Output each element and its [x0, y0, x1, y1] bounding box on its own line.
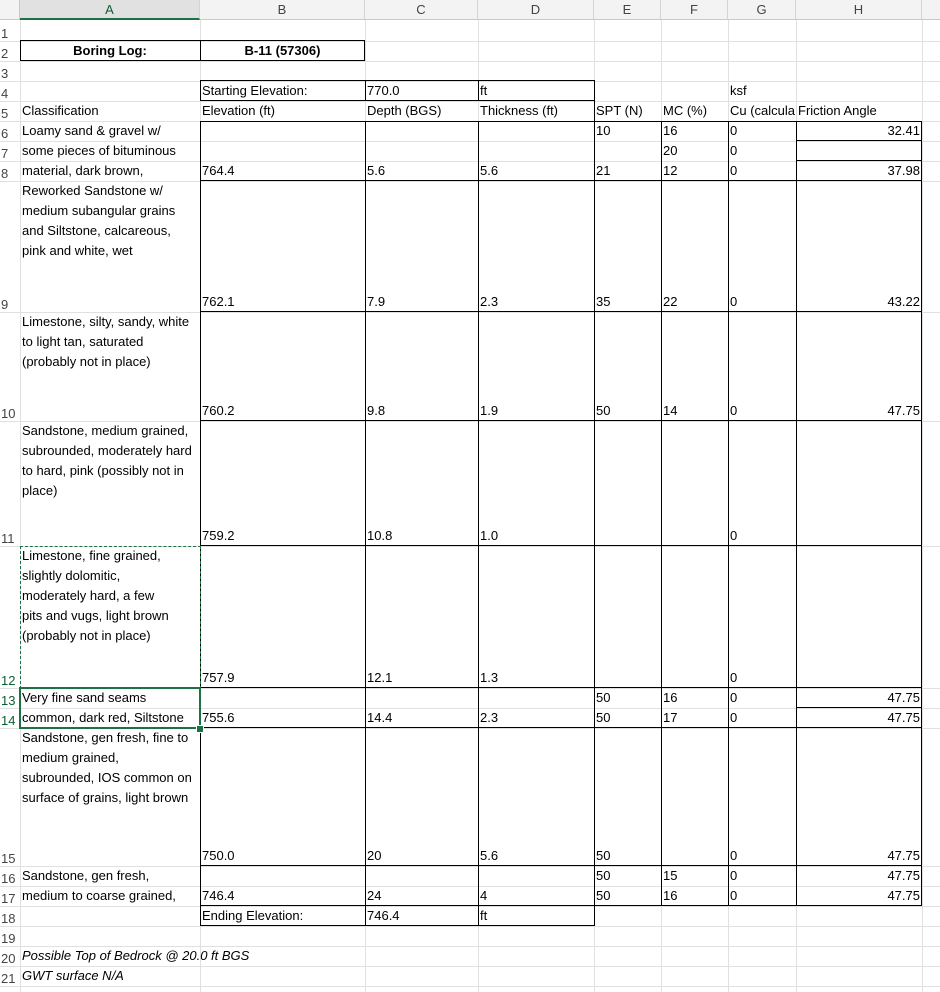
- mc-cell[interactable]: 16: [663, 123, 678, 138]
- cu-cell[interactable]: 0: [730, 848, 738, 863]
- cell-border: [200, 121, 201, 926]
- column-header-d[interactable]: D: [478, 0, 594, 20]
- ending-elevation-label[interactable]: Ending Elevation:: [202, 908, 304, 923]
- depth-cell[interactable]: 9.8: [367, 403, 386, 418]
- column-header-e[interactable]: E: [594, 0, 661, 20]
- column-header-i[interactable]: [922, 0, 940, 20]
- cell-border: [594, 80, 595, 101]
- cell-border: [594, 101, 595, 926]
- cell-border: [728, 121, 729, 906]
- friction-cell[interactable]: 47.75: [887, 868, 920, 883]
- depth-cell[interactable]: 12.1: [367, 670, 393, 685]
- select-all-corner[interactable]: [0, 0, 20, 20]
- row-header[interactable]: 20: [0, 946, 20, 966]
- header-thickness[interactable]: Thickness (ft): [480, 103, 559, 118]
- friction-cell[interactable]: 47.75: [887, 888, 920, 903]
- header-depth[interactable]: Depth (BGS): [367, 103, 442, 118]
- elevation-cell[interactable]: 750.0: [202, 848, 235, 863]
- ending-elevation-unit[interactable]: ft: [480, 908, 488, 923]
- mc-cell[interactable]: 15: [663, 868, 678, 883]
- elevation-cell[interactable]: 759.2: [202, 528, 235, 543]
- row-header[interactable]: 5: [0, 101, 20, 121]
- cu-cell[interactable]: 0: [730, 888, 738, 903]
- thickness-cell[interactable]: 1.0: [480, 528, 499, 543]
- cell-border: [478, 121, 479, 926]
- depth-cell[interactable]: 20: [367, 848, 382, 863]
- row-header[interactable]: 14: [0, 708, 20, 728]
- thickness-cell[interactable]: 4: [480, 888, 488, 903]
- spt-cell[interactable]: 35: [596, 294, 611, 309]
- mc-cell[interactable]: 16: [663, 690, 678, 705]
- elevation-cell[interactable]: 760.2: [202, 403, 235, 418]
- mc-cell[interactable]: 17: [663, 710, 678, 725]
- thickness-cell[interactable]: 5.6: [480, 848, 499, 863]
- row-header[interactable]: 17: [0, 886, 20, 906]
- column-header-b[interactable]: B: [200, 0, 365, 20]
- friction-cell[interactable]: 32.41: [887, 123, 920, 138]
- row-header[interactable]: 8: [0, 161, 20, 181]
- classification-cell[interactable]: Reworked Sandstone w/ medium subangular grains and Siltstone, calcareous, pink and white, wet: [22, 183, 176, 258]
- note-bedrock[interactable]: Possible Top of Bedrock @ 20.0 ft BGS: [22, 948, 250, 963]
- depth-cell[interactable]: 24: [367, 888, 382, 903]
- friction-cell[interactable]: 47.75: [887, 690, 920, 705]
- column-header-f[interactable]: F: [661, 0, 728, 20]
- elevation-cell[interactable]: 755.6: [202, 710, 235, 725]
- gridline: [0, 61, 940, 62]
- spt-cell[interactable]: 50: [596, 403, 611, 418]
- row-header[interactable]: 16: [0, 866, 20, 886]
- thickness-cell[interactable]: 2.3: [480, 710, 499, 725]
- classification-cell[interactable]: Sandstone, gen fresh,: [22, 868, 150, 883]
- cu-cell[interactable]: 0: [730, 163, 738, 178]
- header-classification[interactable]: Classification: [22, 103, 99, 118]
- starting-elevation-unit[interactable]: ft: [480, 83, 488, 98]
- spt-cell[interactable]: 50: [596, 848, 611, 863]
- friction-cell[interactable]: 37.98: [887, 163, 920, 178]
- classification-cell[interactable]: Loamy sand & gravel w/: [22, 123, 161, 138]
- friction-cell[interactable]: 47.75: [887, 710, 920, 725]
- row-header[interactable]: 13: [0, 688, 20, 708]
- gridline: [0, 986, 940, 987]
- row-header[interactable]: 11: [0, 421, 20, 546]
- column-header-h[interactable]: H: [796, 0, 922, 20]
- starting-elevation-label[interactable]: Starting Elevation:: [202, 83, 308, 98]
- spt-cell[interactable]: 50: [596, 888, 611, 903]
- fill-handle[interactable]: [196, 725, 204, 733]
- cu-cell[interactable]: 0: [730, 690, 738, 705]
- thickness-cell[interactable]: 1.9: [480, 403, 499, 418]
- cu-cell[interactable]: 0: [730, 868, 738, 883]
- thickness-cell[interactable]: 5.6: [480, 163, 499, 178]
- friction-cell[interactable]: 47.75: [887, 403, 920, 418]
- mc-cell[interactable]: 20: [663, 143, 678, 158]
- spt-cell[interactable]: 50: [596, 710, 611, 725]
- elevation-cell[interactable]: 762.1: [202, 294, 235, 309]
- mc-cell[interactable]: 12: [663, 163, 678, 178]
- elevation-cell[interactable]: 757.9: [202, 670, 235, 685]
- spt-cell[interactable]: 10: [596, 123, 611, 138]
- classification-cell[interactable]: common, dark red, Siltstone: [22, 710, 184, 725]
- header-spt[interactable]: SPT (N): [596, 103, 643, 118]
- row-header[interactable]: 19: [0, 926, 20, 946]
- ending-elevation-value[interactable]: 746.4: [367, 908, 400, 923]
- cu-cell[interactable]: 0: [730, 670, 738, 685]
- classification-cell[interactable]: Very fine sand seams: [22, 690, 147, 705]
- classification-cell[interactable]: Sandstone, gen fresh, fine to medium grained, subrounded, IOS common on surface of grains, light brown: [22, 730, 192, 805]
- friction-cell[interactable]: 43.22: [887, 294, 920, 309]
- row-header[interactable]: 7: [0, 141, 20, 161]
- elevation-cell[interactable]: 746.4: [202, 888, 235, 903]
- boring-log-label[interactable]: Boring Log:: [73, 43, 147, 58]
- starting-elevation-value[interactable]: 770.0: [367, 83, 400, 98]
- spt-cell[interactable]: 50: [596, 690, 611, 705]
- thickness-cell[interactable]: 2.3: [480, 294, 499, 309]
- cu-cell[interactable]: 0: [730, 123, 738, 138]
- cu-cell[interactable]: 0: [730, 710, 738, 725]
- classification-cell[interactable]: material, dark brown,: [22, 163, 144, 178]
- spt-cell[interactable]: 50: [596, 868, 611, 883]
- depth-cell[interactable]: 5.6: [367, 163, 386, 178]
- cu-cell[interactable]: 0: [730, 528, 738, 543]
- depth-cell[interactable]: 14.4: [367, 710, 393, 725]
- cell-border: [796, 121, 797, 906]
- thickness-cell[interactable]: 1.3: [480, 670, 499, 685]
- cu-cell[interactable]: 0: [730, 143, 738, 158]
- column-header-c[interactable]: C: [365, 0, 478, 20]
- row-header[interactable]: 10: [0, 312, 20, 421]
- row-header[interactable]: 18: [0, 906, 20, 926]
- classification-cell[interactable]: Limestone, fine grained, slightly dolomitic, moderately hard, a few pits and vugs, light brown (probably not in place): [22, 548, 169, 643]
- cell-border: [365, 121, 366, 926]
- header-elevation[interactable]: Elevation (ft): [202, 103, 275, 118]
- header-cu[interactable]: Cu (calcula: [730, 103, 796, 118]
- row-header[interactable]: 15: [0, 728, 20, 866]
- row-header[interactable]: 12: [0, 546, 20, 688]
- row-header[interactable]: 6: [0, 121, 20, 141]
- depth-cell[interactable]: 7.9: [367, 294, 386, 309]
- classification-cell[interactable]: Sandstone, medium grained, subrounded, moderately hard to hard, pink (possibly not in place): [22, 423, 192, 498]
- classification-cell[interactable]: Limestone, silty, sandy, white to light tan, saturated (probably not in place): [22, 314, 190, 369]
- cell-border: [921, 121, 922, 906]
- cu-unit[interactable]: ksf: [730, 83, 747, 98]
- cu-cell[interactable]: 0: [730, 294, 738, 309]
- mc-cell[interactable]: 22: [663, 294, 678, 309]
- row-header[interactable]: 3: [0, 61, 20, 81]
- classification-cell[interactable]: some pieces of bituminous: [22, 143, 176, 158]
- friction-cell[interactable]: 47.75: [887, 848, 920, 863]
- column-header-a[interactable]: A: [20, 0, 200, 20]
- note-gwt[interactable]: GWT surface N/A: [22, 968, 124, 983]
- cu-cell[interactable]: 0: [730, 403, 738, 418]
- gridline: [922, 20, 923, 992]
- header-friction-angle[interactable]: Friction Angle: [798, 103, 877, 118]
- mc-cell[interactable]: 16: [663, 888, 678, 903]
- classification-cell[interactable]: medium to coarse grained,: [22, 888, 176, 903]
- row-header[interactable]: 2: [0, 41, 20, 61]
- boring-id[interactable]: B-11 (57306): [244, 43, 321, 58]
- row-header[interactable]: 4: [0, 81, 20, 101]
- row-header[interactable]: 21: [0, 966, 20, 986]
- row-header[interactable]: 1: [0, 20, 20, 41]
- cell-border: [661, 121, 662, 906]
- depth-cell[interactable]: 10.8: [367, 528, 393, 543]
- spt-cell[interactable]: 21: [596, 163, 611, 178]
- elevation-cell[interactable]: 764.4: [202, 163, 235, 178]
- row-header[interactable]: 9: [0, 181, 20, 312]
- mc-cell[interactable]: 14: [663, 403, 678, 418]
- gridline: [0, 926, 940, 927]
- header-mc[interactable]: MC (%): [663, 103, 708, 118]
- column-header-g[interactable]: G: [728, 0, 796, 20]
